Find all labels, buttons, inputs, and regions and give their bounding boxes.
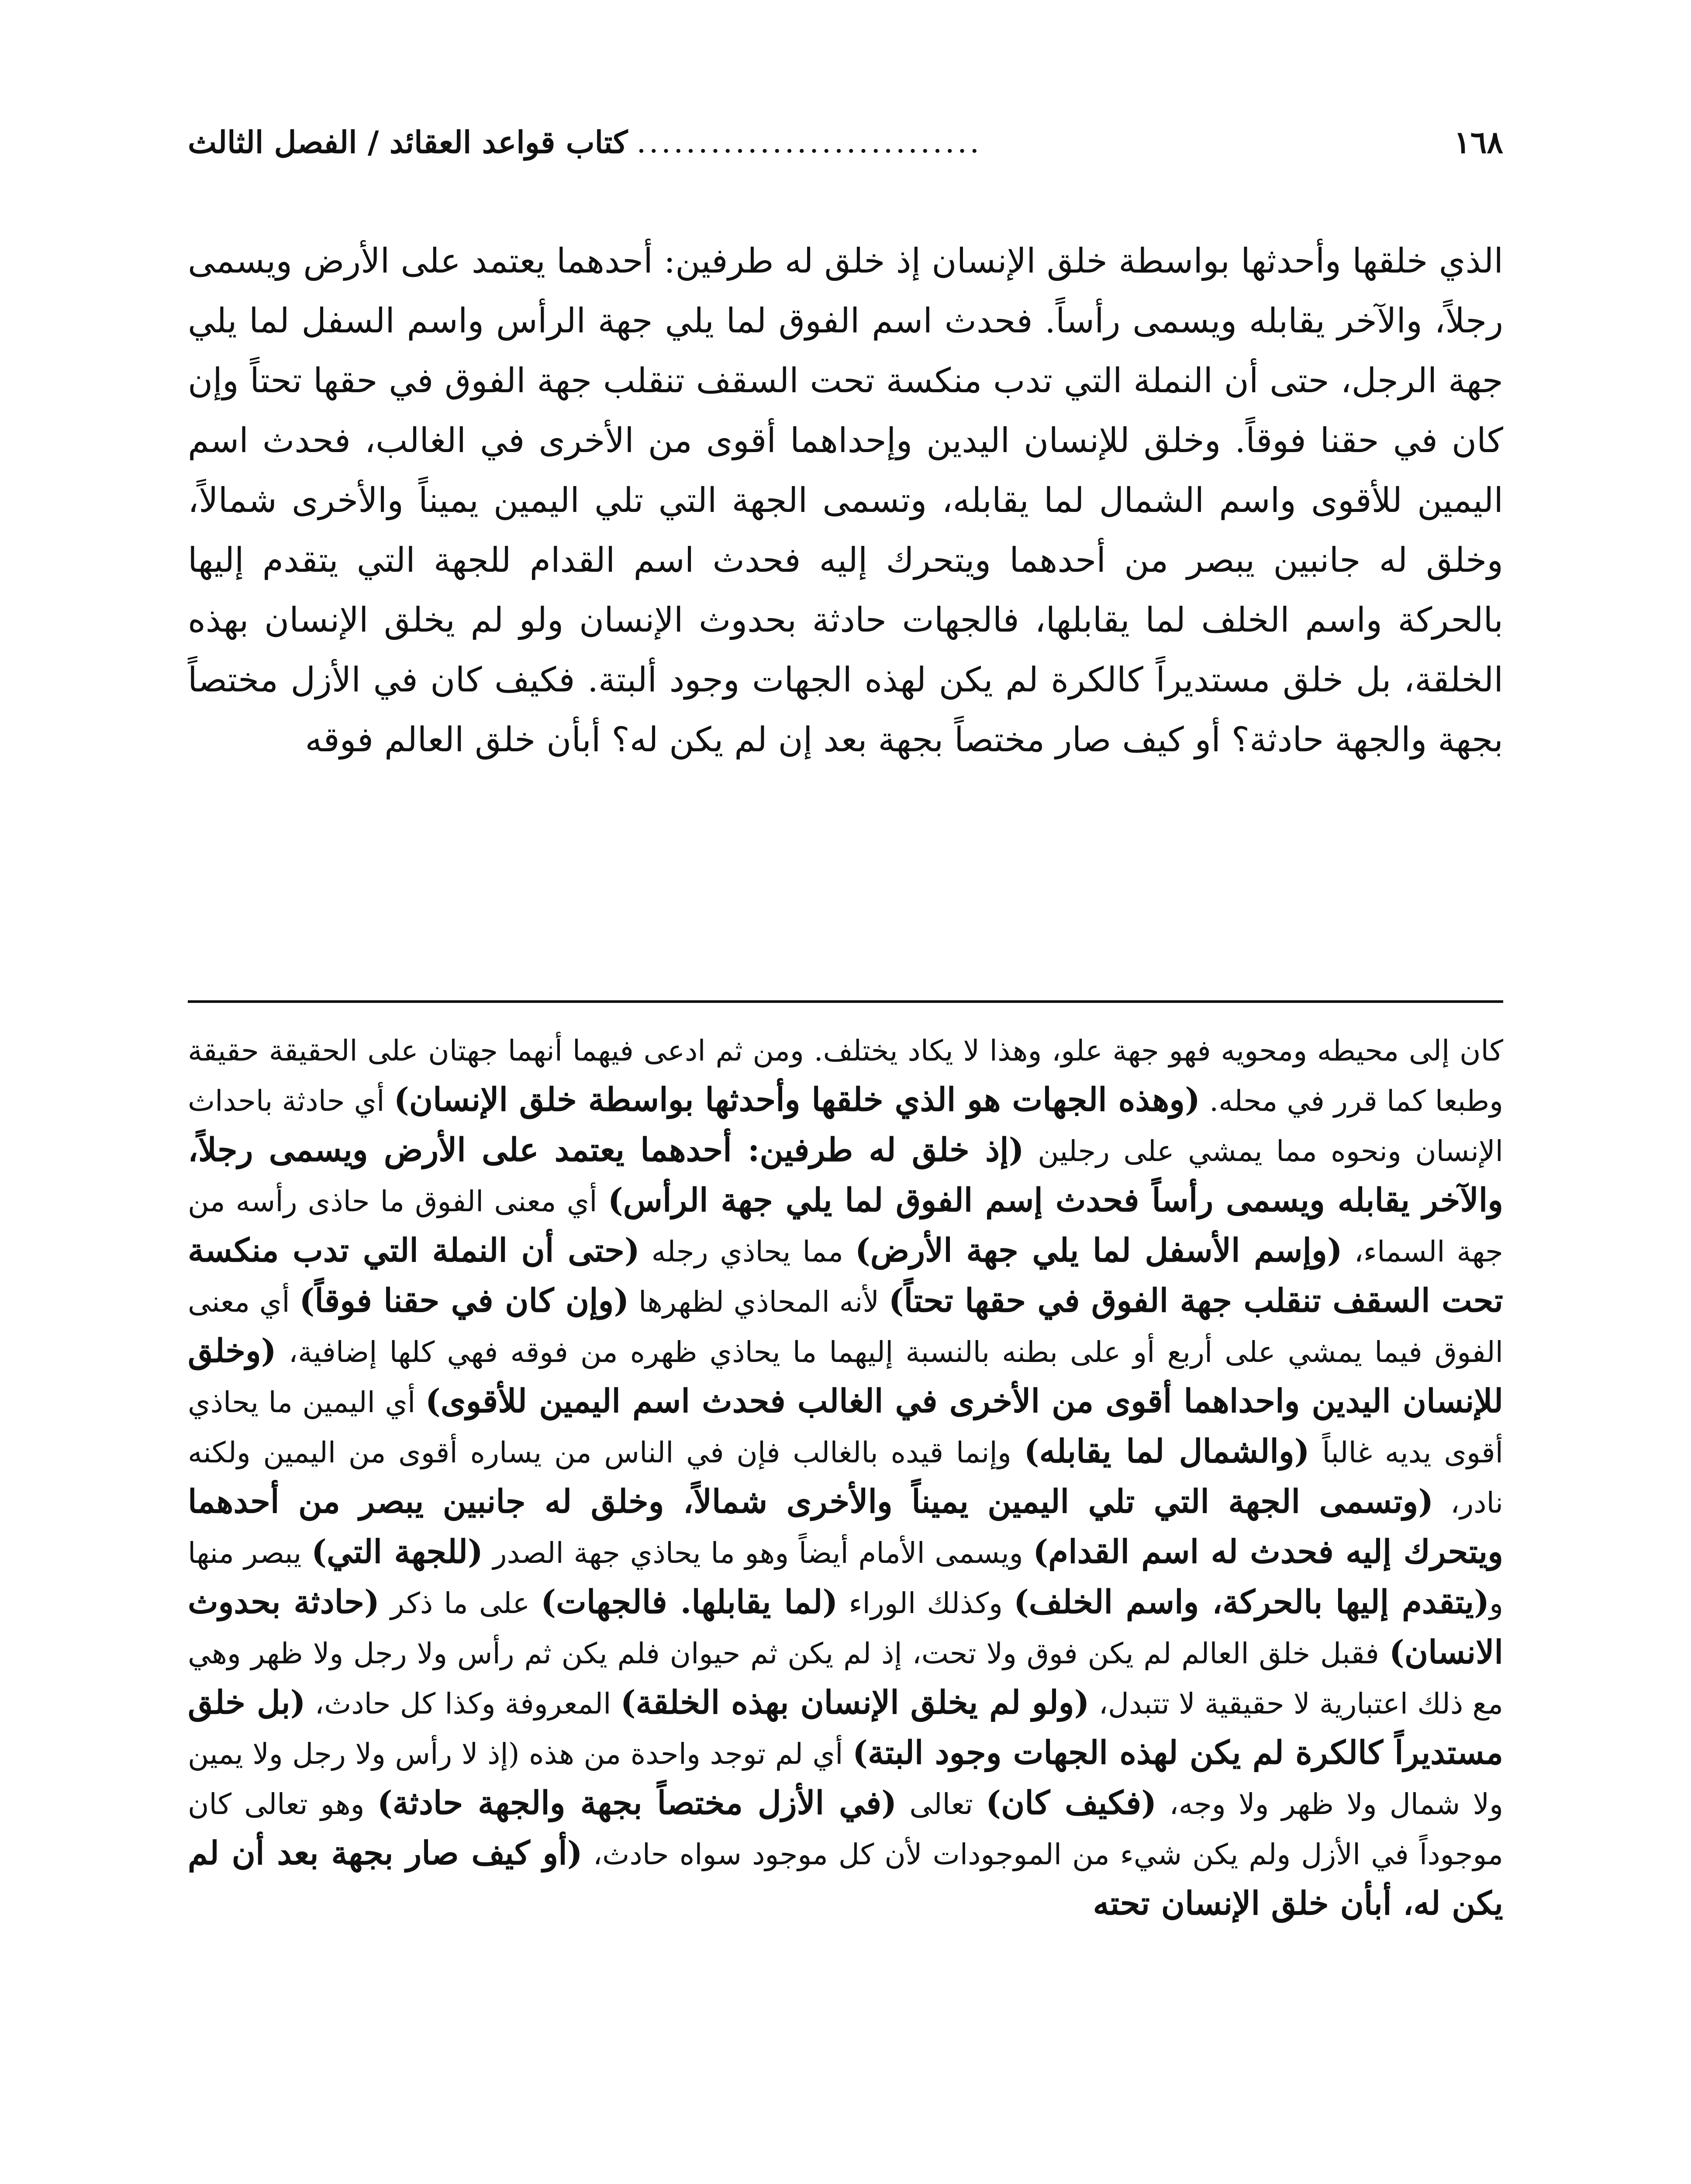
footnote-separator-rule (188, 1000, 1503, 1003)
quoted-matn-text: (حادثة بحدوث الانسان) (188, 1583, 1503, 1671)
commentary-text: أي اليمين ما يحاذي أقوى يديه غالباً (188, 1386, 1503, 1469)
commentary-text: أي معنى الفوق فيما يمشي على أربع أو على بطنه بالنسبة إليهما ما يحاذي ظهره من فوقه فهي كلها إضافية، (188, 1285, 1503, 1369)
quoted-matn-text: (فكيف كان) (986, 1784, 1157, 1822)
header-dots: ............................ (636, 124, 982, 160)
main-paragraph: الذي خلقها وأحدثها بواسطة خلق الإنسان إذ خلق له طرفين: أحدهما يعتمد على الأرض ويسمى رجلاً، والآخر يقابله ويسمى رأساً. فحدث اسم الفوق لما يلي جهة الرأس واسم السفل لما يلي جهة الرجل، حتى أن النملة التي تدب منكسة تحت السقف تنقلب جهة الفوق في حقها تحتاً وإن كان في حقنا فوقاً. وخلق للإنسان اليدين وإحداهما أقوى من الأخرى في الغالب، فحدث اسم اليمين للأقوى واسم الشمال لما يقابله، وتسمى الجهة التي تلي اليمين يميناً والأخرى شمالاً، وخلق له جانبين يبصر من أحدهما ويتحرك إليه فحدث اسم القدام للجهة التي يتقدم إليها بالحركة واسم الخلف لما يقابلها، فالجهات حادثة بحدوث الإنسان ولو لم يخلق الإنسان بهذه الخلقة، بل خلق مستديراً كالكرة لم يكن لهذه الجهات وجود ألبتة. فكيف كان في الأزل مختصاً بجهة والجهة حادثة؟ أو كيف صار مختصاً بجهة بعد إن لم يكن له؟ أبأن خلق العالم فوقه (188, 242, 1503, 760)
quoted-matn-text: (وهذه الجهات هو الذي خلقها وأحدثها بواسطة خلق الإنسان) (393, 1081, 1200, 1119)
commentary-text: يبصر منها و (188, 1536, 1503, 1620)
commentary-text: وكذلك الوراء (838, 1586, 1014, 1620)
commentary-text: لأنه المحاذي لظهرها (629, 1285, 889, 1319)
quoted-matn-text: (وإن كان في حقنا فوقاً) (299, 1282, 629, 1320)
quoted-matn-text: (ولو لم يخلق الإنسان بهذه الخلقة) (620, 1684, 1090, 1721)
quoted-matn-text: (وخلق للإنسان اليدين واحداهما أقوى من الأخرى في الغالب فحدث اسم اليمين للأقوى) (188, 1332, 1504, 1420)
quoted-matn-text: (لما يقابلها. فالجهات) (541, 1583, 838, 1621)
quoted-matn-text: (أو كيف صار بجهة بعد أن لم يكن له، أبأن خلق الإنسان تحته (188, 1835, 1503, 1922)
commentary-text: أي حادثة باحداث الإنسان ونحوه مما يمشي على رجلين (188, 1084, 1504, 1168)
commentary-text: المعروفة وكذا كل حادث، (305, 1687, 621, 1721)
commentary-text: وهو تعالى كان موجوداً في الأزل ولم يكن شيء من الموجودات لأن كل موجود سواه حادث، (188, 1787, 1503, 1871)
commentary-text: فقبل خلق العالم لم يكن فوق ولا تحت، إذ لم يكن ثم حيوان فلم يكن ثم رأس ولا رجل ولا ظهر وهي مع ذلك اعتبارية لا حقيقية لا تتبدل، (188, 1637, 1503, 1721)
commentary-text: أي لم توجد واحدة من هذه (إذ لا رأس ولا رجل ولا يمين ولا شمال ولا ظهر ولا وجه، (188, 1737, 1503, 1821)
quoted-matn-text: (يتقدم إليها بالحركة، واسم الخلف) (1014, 1583, 1490, 1621)
running-title: كتاب قواعد العقائد / الفصل الثالث (188, 124, 628, 160)
quoted-matn-text: (إذ خلق له طرفين: أحدهما يعتمد على الأرض ويسمى رجلاً، والآخر يقابله ويسمى رأساً فحدث إسم الفوق لما يلي جهة الرأس) (188, 1131, 1503, 1219)
quoted-matn-text: (وتسمى الجهة التي تلي اليمين يميناً والأخرى شمالاً، وخلق له جانبين يبصر من أحدهما ويتحرك إليه فحدث له اسم القدام) (188, 1483, 1503, 1571)
main-text-block (188, 232, 1503, 770)
quoted-matn-text: (في الأزل مختصاً بجهة والجهة حادثة) (377, 1784, 897, 1822)
commentary-text: مما يحاذي رجله (639, 1235, 855, 1268)
page-header (188, 118, 1503, 166)
quoted-matn-text: (وإسم الأسفل لما يلي جهة الأرض) (855, 1232, 1342, 1269)
quoted-matn-text: (والشمال لما يقابله) (1024, 1433, 1310, 1470)
quoted-matn-text: (للجهة التي) (311, 1533, 483, 1571)
running-title-wrap (188, 124, 982, 160)
quoted-matn-text: (حتى أن النملة التي تدب منكسة تحت السقف تنقلب جهة الفوق في حقها تحتاً) (188, 1232, 1504, 1320)
quoted-matn-text: (بل خلق مستديراً كالكرة لم يكن لهذه الجهات وجود البتة) (188, 1684, 1503, 1772)
commentary-text: وإنما قيده بالغالب فإن في الناس من يساره أقوى من اليمين ولكنه نادر، (188, 1436, 1503, 1520)
page-number: ١٦٨ (1454, 124, 1503, 160)
commentary-text: تعالى (897, 1787, 986, 1821)
commentary-text: أي معنى الفوق ما حاذى رأسه من جهة السماء، (188, 1185, 1503, 1268)
commentary-block (188, 1026, 1503, 1929)
commentary-text: على ما ذكر (379, 1586, 541, 1620)
commentary-text: ويسمى الأمام أيضاً وهو ما يحاذي جهة الصدر (483, 1536, 1033, 1570)
commentary-paragraph (188, 1026, 1503, 1929)
commentary-text: كان إلى محيطه ومحويه فهو جهة علو، وهذا لا يكاد يختلف. ومن ثم ادعى فيهما أنهما جهتان على الحقيقة حقيقة وطبعا كما قرر في محله. (188, 1034, 1503, 1118)
